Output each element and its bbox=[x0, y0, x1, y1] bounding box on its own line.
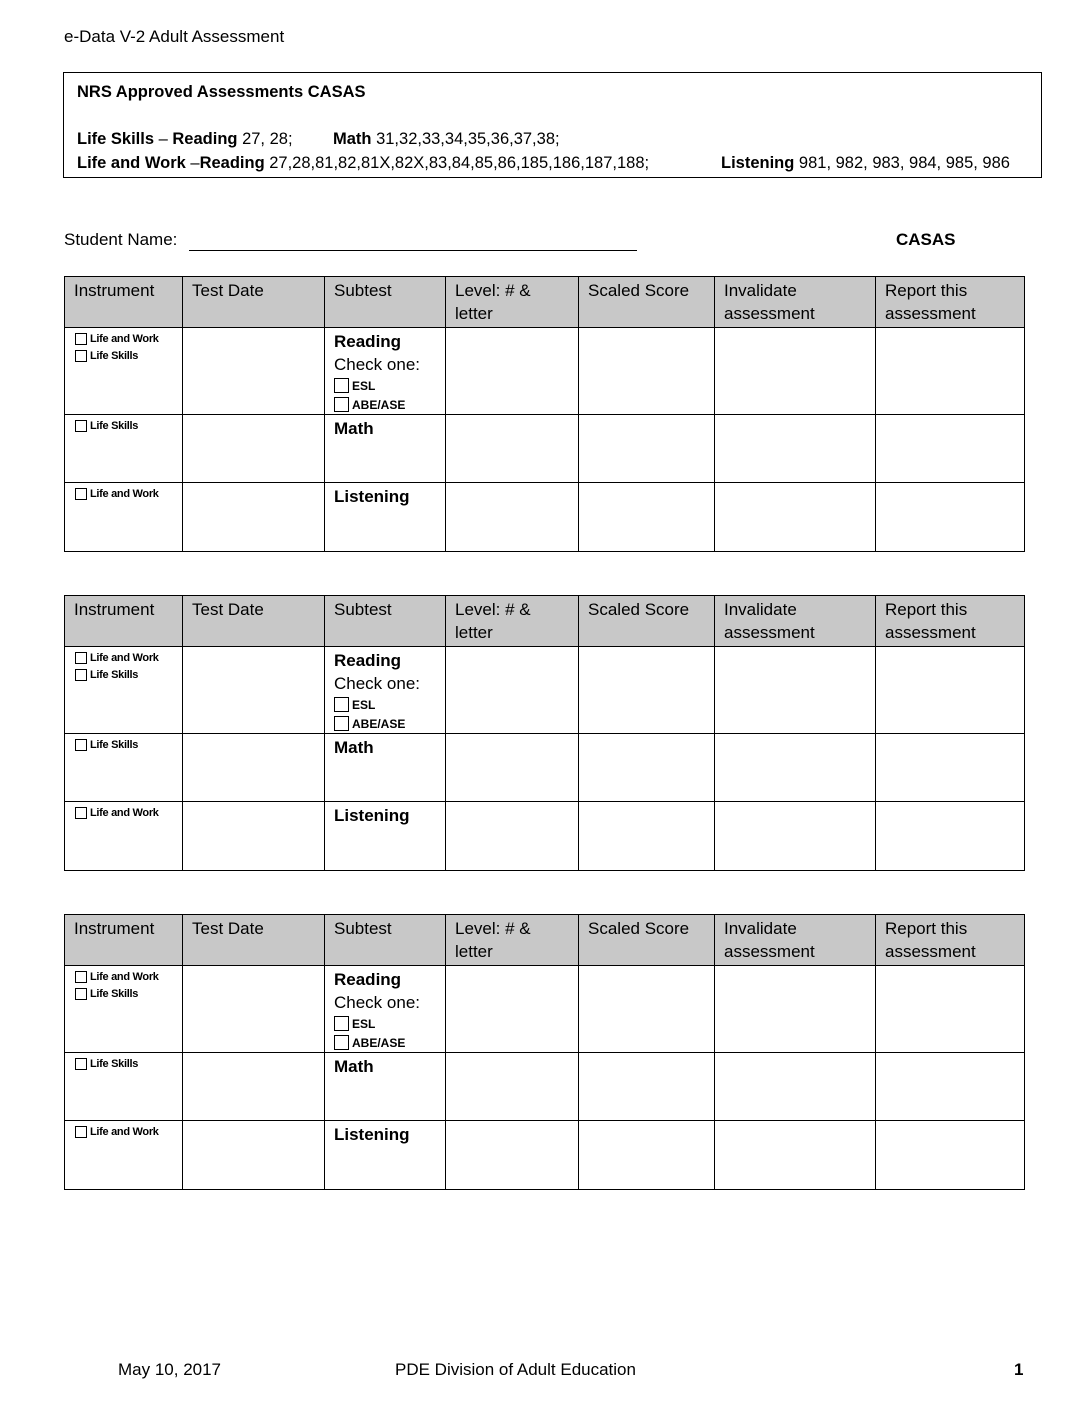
footer-date: May 10, 2017 bbox=[118, 1360, 222, 1379]
checkbox-label: ABE/ASE bbox=[352, 1035, 406, 1050]
checkbox[interactable] bbox=[334, 378, 349, 393]
abe-ase-checkbox-item[interactable] bbox=[334, 395, 445, 414]
scaled-score-cell[interactable] bbox=[579, 802, 715, 871]
checkbox[interactable] bbox=[75, 1126, 87, 1138]
test-date-cell[interactable] bbox=[183, 415, 325, 483]
math-forms: 31,32,33,34,35,36,37,38; bbox=[371, 130, 560, 148]
scaled-score-cell[interactable] bbox=[579, 1053, 715, 1121]
subtest-cell bbox=[325, 483, 446, 552]
level-cell[interactable] bbox=[446, 483, 579, 552]
header-invalidate: Invalidate assessment bbox=[715, 596, 876, 647]
subtest-cell bbox=[325, 647, 446, 734]
life-and-work-reading-label: Reading bbox=[199, 154, 265, 172]
table-row-math bbox=[65, 1053, 1025, 1121]
esl-checkbox-item[interactable] bbox=[334, 1014, 445, 1033]
subtest-cell bbox=[325, 1053, 446, 1121]
invalidate-cell[interactable] bbox=[715, 415, 876, 483]
esl-checkbox-item[interactable] bbox=[334, 695, 445, 714]
scaled-score-cell[interactable] bbox=[579, 1121, 715, 1190]
invalidate-cell[interactable] bbox=[715, 1121, 876, 1190]
test-date-cell[interactable] bbox=[183, 328, 325, 415]
instrument-cell bbox=[65, 647, 183, 734]
header-scaled-score: Scaled Score bbox=[579, 277, 715, 328]
abe-ase-checkbox-item[interactable] bbox=[334, 1033, 445, 1052]
life-skills-reading-label: Reading bbox=[172, 130, 238, 148]
life-skills-checkbox-item[interactable] bbox=[75, 417, 182, 434]
life-skills-line bbox=[77, 130, 560, 149]
invalidate-cell[interactable] bbox=[715, 647, 876, 734]
checkbox[interactable] bbox=[334, 716, 349, 731]
checkbox[interactable] bbox=[75, 420, 87, 432]
life-skills-dash: – bbox=[154, 130, 173, 148]
header-instrument: Instrument bbox=[65, 277, 183, 328]
report-cell[interactable] bbox=[876, 1121, 1025, 1190]
header-instrument: Instrument bbox=[65, 596, 183, 647]
header-level: Level: # & letter bbox=[446, 596, 579, 647]
student-name-label: Student Name: bbox=[64, 230, 178, 249]
abe-ase-checkbox-item[interactable] bbox=[334, 714, 445, 733]
checkbox-label: Life Skills bbox=[90, 668, 139, 681]
life-skills-checkbox-item[interactable] bbox=[75, 666, 182, 683]
table-row-math bbox=[65, 415, 1025, 483]
header-instrument: Instrument bbox=[65, 915, 183, 966]
life-and-work-checkbox-item[interactable] bbox=[75, 1123, 182, 1140]
header-report: Report this assessment bbox=[876, 915, 1025, 966]
life-and-work-reading-forms: 27,28,81,82,81X,82X,83,84,85,86,185,186,187,188; bbox=[264, 154, 650, 172]
level-cell[interactable] bbox=[446, 647, 579, 734]
invalidate-cell[interactable] bbox=[715, 966, 876, 1053]
instrument-cell bbox=[65, 1121, 183, 1190]
header-subtest: Subtest bbox=[325, 915, 446, 966]
checkbox[interactable] bbox=[75, 669, 87, 681]
header-report: Report this assessment bbox=[876, 596, 1025, 647]
scaled-score-cell[interactable] bbox=[579, 966, 715, 1053]
report-cell[interactable] bbox=[876, 802, 1025, 871]
table-row-listening bbox=[65, 483, 1025, 552]
header-invalidate: Invalidate assessment bbox=[715, 915, 876, 966]
subtest-cell bbox=[325, 1121, 446, 1190]
scaled-score-cell[interactable] bbox=[579, 328, 715, 415]
subtest-listening-label: Listening bbox=[334, 806, 410, 825]
table-row-listening bbox=[65, 802, 1025, 871]
checkbox[interactable] bbox=[334, 397, 349, 412]
header-test-date: Test Date bbox=[183, 596, 325, 647]
checkbox[interactable] bbox=[75, 739, 87, 751]
test-date-cell[interactable] bbox=[183, 802, 325, 871]
subtest-cell bbox=[325, 328, 446, 415]
checkbox-label: Life Skills bbox=[90, 349, 139, 362]
checkbox[interactable] bbox=[75, 652, 87, 664]
report-cell[interactable] bbox=[876, 328, 1025, 415]
subtest-reading-label: Reading bbox=[334, 332, 402, 351]
test-date-cell[interactable] bbox=[183, 734, 325, 802]
level-cell[interactable] bbox=[446, 966, 579, 1053]
table-header-row bbox=[65, 915, 1025, 966]
invalidate-cell[interactable] bbox=[715, 802, 876, 871]
checkbox-label: ESL bbox=[352, 697, 376, 712]
checkbox-label: Life and Work bbox=[90, 970, 159, 983]
table-row-reading bbox=[65, 328, 1025, 415]
header-test-date: Test Date bbox=[183, 277, 325, 328]
instrument-cell bbox=[65, 734, 183, 802]
test-date-cell[interactable] bbox=[183, 483, 325, 552]
table-header-row bbox=[65, 277, 1025, 328]
listening-forms: 981, 982, 983, 984, 985, 986 bbox=[794, 154, 1010, 172]
header-subtest: Subtest bbox=[325, 596, 446, 647]
subtest-math-label: Math bbox=[334, 1057, 374, 1076]
footer-organization: PDE Division of Adult Education bbox=[395, 1360, 636, 1379]
checkbox[interactable] bbox=[75, 333, 87, 345]
checkbox-label: Life and Work bbox=[90, 487, 159, 500]
subtest-cell bbox=[325, 734, 446, 802]
student-name-field[interactable] bbox=[189, 250, 637, 251]
test-date-cell[interactable] bbox=[183, 647, 325, 734]
checkbox-label: Life Skills bbox=[90, 419, 139, 432]
test-date-cell[interactable] bbox=[183, 1053, 325, 1121]
level-cell[interactable] bbox=[446, 1121, 579, 1190]
checkbox-label: ABE/ASE bbox=[352, 397, 406, 412]
subtest-cell bbox=[325, 802, 446, 871]
life-skills-checkbox-item[interactable] bbox=[75, 736, 182, 753]
table-row-listening bbox=[65, 1121, 1025, 1190]
level-cell[interactable] bbox=[446, 415, 579, 483]
table-row-math bbox=[65, 734, 1025, 802]
life-and-work-checkbox-item[interactable] bbox=[75, 485, 182, 502]
approved-assessments-title: NRS Approved Assessments CASAS bbox=[77, 83, 366, 101]
life-skills-checkbox-item[interactable] bbox=[75, 985, 182, 1002]
table-row-reading bbox=[65, 647, 1025, 734]
invalidate-cell[interactable] bbox=[715, 1053, 876, 1121]
life-and-work-label: Life and Work bbox=[77, 154, 186, 172]
checkbox[interactable] bbox=[75, 350, 87, 362]
subtest-reading-label: Reading bbox=[334, 651, 402, 670]
checkbox-label: Life Skills bbox=[90, 987, 139, 1000]
document-header-title: e-Data V-2 Adult Assessment bbox=[64, 27, 285, 46]
checkbox[interactable] bbox=[75, 807, 87, 819]
report-cell[interactable] bbox=[876, 647, 1025, 734]
checkbox[interactable] bbox=[334, 697, 349, 712]
subtest-math-label: Math bbox=[334, 738, 374, 757]
checkbox-label: Life and Work bbox=[90, 1125, 159, 1138]
life-skills-checkbox-item[interactable] bbox=[75, 347, 182, 364]
report-cell[interactable] bbox=[876, 415, 1025, 483]
subtest-cell bbox=[325, 415, 446, 483]
assessment-table bbox=[64, 276, 1025, 552]
checkbox-label: Life and Work bbox=[90, 332, 159, 345]
invalidate-cell[interactable] bbox=[715, 328, 876, 415]
subtest-listening-label: Listening bbox=[334, 487, 410, 506]
level-cell[interactable] bbox=[446, 802, 579, 871]
subtest-reading-label: Reading bbox=[334, 970, 402, 989]
subtest-listening-label: Listening bbox=[334, 1125, 410, 1144]
check-one-label: Check one: bbox=[334, 355, 420, 374]
subtest-math-label: Math bbox=[334, 419, 374, 438]
table-header-row bbox=[65, 596, 1025, 647]
listening-label: Listening bbox=[721, 154, 795, 172]
check-one-label: Check one: bbox=[334, 993, 420, 1012]
report-cell[interactable] bbox=[876, 966, 1025, 1053]
life-and-work-checkbox-item[interactable] bbox=[75, 649, 182, 666]
header-level: Level: # & letter bbox=[446, 277, 579, 328]
casas-label: CASAS bbox=[896, 230, 956, 249]
checkbox-label: Life and Work bbox=[90, 806, 159, 819]
life-and-work-checkbox-item[interactable] bbox=[75, 804, 182, 821]
instrument-cell bbox=[65, 802, 183, 871]
scaled-score-cell[interactable] bbox=[579, 483, 715, 552]
instrument-cell bbox=[65, 415, 183, 483]
header-report: Report this assessment bbox=[876, 277, 1025, 328]
invalidate-cell[interactable] bbox=[715, 734, 876, 802]
level-cell[interactable] bbox=[446, 734, 579, 802]
check-one-label: Check one: bbox=[334, 674, 420, 693]
report-cell[interactable] bbox=[876, 734, 1025, 802]
esl-checkbox-item[interactable] bbox=[334, 376, 445, 395]
instrument-cell bbox=[65, 483, 183, 552]
level-cell[interactable] bbox=[446, 1053, 579, 1121]
approved-assessments-box bbox=[63, 72, 1042, 178]
report-cell[interactable] bbox=[876, 1053, 1025, 1121]
test-date-cell[interactable] bbox=[183, 966, 325, 1053]
header-subtest: Subtest bbox=[325, 277, 446, 328]
math-label: Math bbox=[333, 130, 372, 148]
life-and-work-checkbox-item[interactable] bbox=[75, 968, 182, 985]
instrument-cell bbox=[65, 328, 183, 415]
header-scaled-score: Scaled Score bbox=[579, 915, 715, 966]
checkbox-label: ESL bbox=[352, 378, 376, 393]
header-scaled-score: Scaled Score bbox=[579, 596, 715, 647]
level-cell[interactable] bbox=[446, 328, 579, 415]
life-skills-reading-forms: 27, 28; bbox=[237, 130, 293, 148]
footer-page-number: 1 bbox=[1014, 1360, 1024, 1379]
life-skills-checkbox-item[interactable] bbox=[75, 1055, 182, 1072]
checkbox[interactable] bbox=[75, 971, 87, 983]
checkbox-label: ABE/ASE bbox=[352, 716, 406, 731]
report-cell[interactable] bbox=[876, 483, 1025, 552]
life-and-work-line bbox=[77, 154, 1010, 173]
checkbox[interactable] bbox=[75, 1058, 87, 1070]
life-and-work-dash: – bbox=[185, 154, 200, 172]
checkbox[interactable] bbox=[75, 488, 87, 500]
scaled-score-cell[interactable] bbox=[579, 415, 715, 483]
life-skills-label: Life Skills bbox=[77, 130, 155, 148]
checkbox[interactable] bbox=[75, 988, 87, 1000]
checkbox-label: Life Skills bbox=[90, 738, 139, 751]
checkbox[interactable] bbox=[334, 1035, 349, 1050]
subtest-cell bbox=[325, 966, 446, 1053]
assessment-table bbox=[64, 595, 1025, 871]
table-row-reading bbox=[65, 966, 1025, 1053]
checkbox-label: Life Skills bbox=[90, 1057, 139, 1070]
scaled-score-cell[interactable] bbox=[579, 647, 715, 734]
assessment-table bbox=[64, 914, 1025, 1190]
scaled-score-cell[interactable] bbox=[579, 734, 715, 802]
invalidate-cell[interactable] bbox=[715, 483, 876, 552]
life-and-work-checkbox-item[interactable] bbox=[75, 330, 182, 347]
test-date-cell[interactable] bbox=[183, 1121, 325, 1190]
header-invalidate: Invalidate assessment bbox=[715, 277, 876, 328]
header-test-date: Test Date bbox=[183, 915, 325, 966]
header-level: Level: # & letter bbox=[446, 915, 579, 966]
checkbox-label: ESL bbox=[352, 1016, 376, 1031]
instrument-cell bbox=[65, 1053, 183, 1121]
instrument-cell bbox=[65, 966, 183, 1053]
checkbox-label: Life and Work bbox=[90, 651, 159, 664]
checkbox[interactable] bbox=[334, 1016, 349, 1031]
